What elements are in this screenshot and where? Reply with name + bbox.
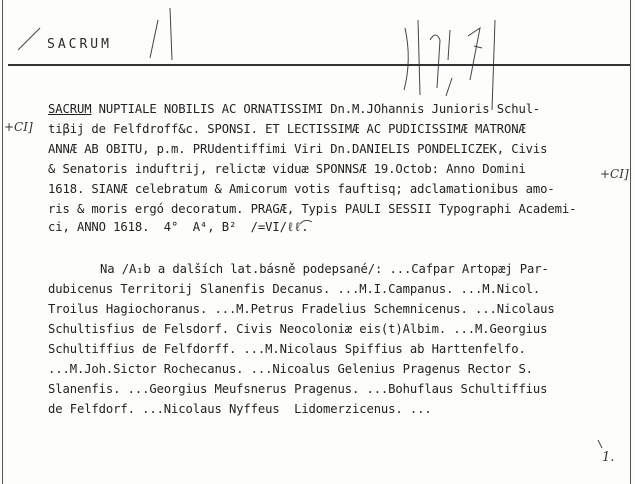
body-line-2: dubicenus Territorij Slanenfis Decanus. ...M.I.Campanus. ...M.Nicol. xyxy=(48,282,541,296)
body-line-6: ...M.Joh.Sictor Rochecanus. ...Nicoalus Gelenius Pragenus Rector S. xyxy=(48,362,533,376)
body-line-7: Slanenfis. ...Georgius Meufsnerus Pragenus. ...Bohuflaus Schultiffius xyxy=(48,382,548,396)
body-line-3: Troilus Hagiochoranus. ...M.Petrus Fradelius Schemnicenus. ...Nicolaus xyxy=(48,302,555,316)
body-line-8: de Felfdorf. ...Nicolaus Nyffeus Lidomerzicenus. ... xyxy=(48,402,432,416)
title-first-word: SACRUM xyxy=(48,102,92,116)
title-line-1-rest: NUPTIALE NOBILIS AC ORNATISSIMI Dn.M.JOhannis Junioris Schul- xyxy=(91,102,541,116)
card-left-edge xyxy=(2,0,3,484)
right-margin-mark: +CI] xyxy=(600,167,629,181)
title-line-5: 1618. SIANÆ celebratum & Amicorum votis fauftisq; adclamationibus amo- xyxy=(48,182,555,196)
header-label: SACRUM xyxy=(47,37,112,52)
header-rule xyxy=(8,64,630,66)
title-line-3: ANNÆ AB OBITU, p.m. PRUdentiffimi Viri Dn.DANIELIS PONDELICZEK, Civis xyxy=(48,142,548,156)
title-line-7: ci, ANNO 1618. 4° A⁴, B² /=VI/ℓℓ. xyxy=(48,220,309,234)
card-right-edge xyxy=(630,0,631,484)
left-margin-mark: +CI] xyxy=(4,120,33,134)
title-line-1 xyxy=(48,102,540,116)
title-line-4: & Senatoris induftrij, relictæ viduæ SPONNSÆ 19.Octob: Anno Domini xyxy=(48,162,526,176)
title-line-6: ris & moris ergó decoratum. PRAGÆ, Typis PAULI SESSII Typographi Academi- xyxy=(48,202,577,216)
body-line-5: Schultiffius de Felfdorff. ...M.Nicolaus Spiffius ab Harttenfelfo. xyxy=(48,342,526,356)
body-line-1: Na /A₁b a dalších lat.básně podepsané/: ...Cafpar Artopæj Par- xyxy=(100,262,549,276)
title-line-2: tiβij de Felfdroff&c. SPONSI. ET LECTISSIMÆ AC PUDICISSIMÆ MATRONÆ xyxy=(48,122,526,136)
card-number: 1. xyxy=(602,450,615,465)
body-line-4: Schultisfius de Felsdorf. Civis Neocoloniæ eis(t)Albim. ...M.Georgius xyxy=(48,322,548,336)
